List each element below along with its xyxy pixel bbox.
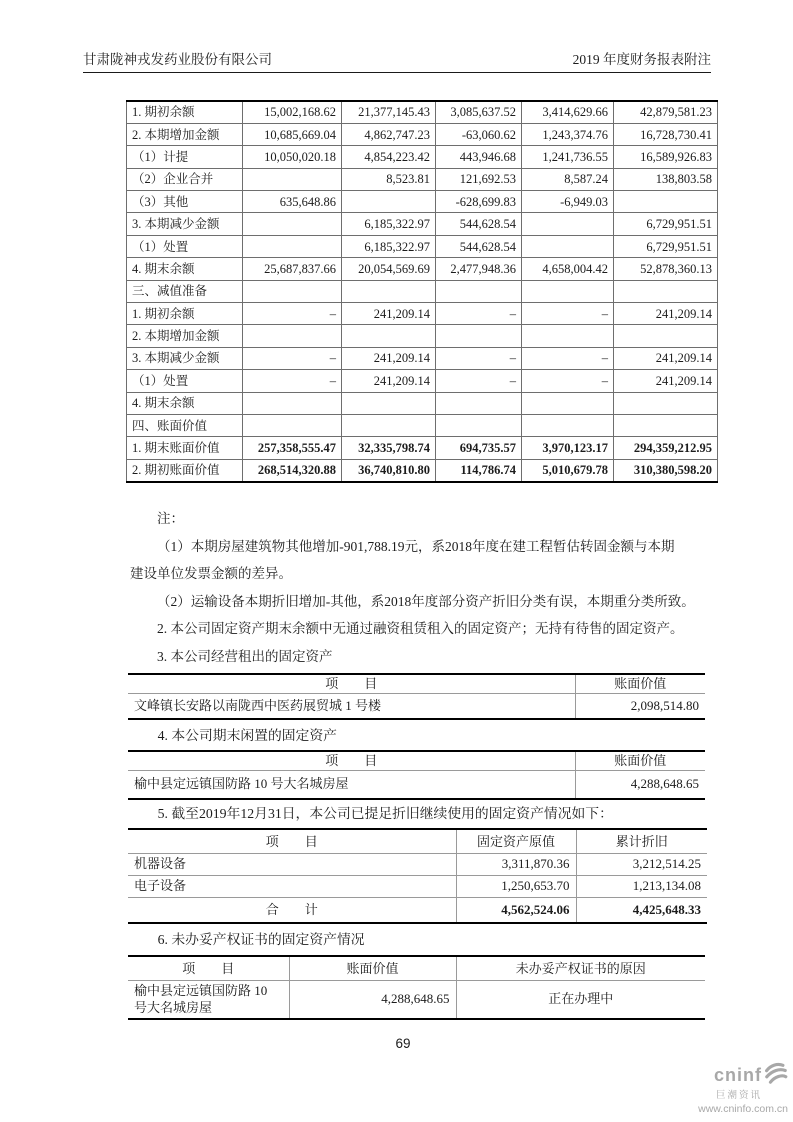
cell: [614, 325, 718, 347]
cell: -63,060.62: [436, 123, 522, 145]
col-header-original-cost: 固定资产原值: [456, 829, 576, 853]
cell: –: [436, 347, 522, 369]
row-label: 2. 本期增加金额: [127, 325, 243, 347]
cell: 6,729,951.51: [614, 235, 718, 257]
table-row: [128, 875, 707, 897]
cell: 1,243,374.76: [522, 123, 614, 145]
cell: 2,477,948.36: [436, 258, 522, 280]
row-label: 1. 期初余额: [127, 303, 243, 325]
cell: –: [522, 347, 614, 369]
cell: 241,209.14: [342, 303, 436, 325]
table-row: [127, 325, 718, 347]
cell: 8,523.81: [342, 168, 436, 190]
cell: [243, 213, 342, 235]
cell: [614, 414, 718, 436]
logo-url-text: www.cninfo.com.cn: [698, 1102, 788, 1115]
table-row: [127, 347, 718, 369]
cell: 694,735.57: [436, 437, 522, 459]
cell: [614, 392, 718, 414]
table-row: [127, 191, 718, 213]
row-label: 4. 期末余额: [127, 392, 243, 414]
table-header-row: [128, 674, 705, 693]
row-label: （1）计提: [127, 146, 243, 168]
asset-depreciation: 3,212,514.25: [576, 853, 707, 875]
cell: 3,970,123.17: [522, 437, 614, 459]
cell: 241,209.14: [342, 370, 436, 392]
cell: [522, 235, 614, 257]
cell: [342, 191, 436, 213]
cell: [243, 168, 342, 190]
asset-value: 4,288,648.65: [289, 980, 456, 1019]
no-certificate-assets-table: [128, 955, 705, 1020]
cell: 241,209.14: [614, 370, 718, 392]
cell: 32,335,798.74: [342, 437, 436, 459]
col-header-item: 项 目: [128, 674, 575, 693]
table-row: [127, 123, 718, 145]
logo-chinese-name: 巨潮资讯: [715, 1090, 762, 1101]
row-label: 1. 期初余额: [127, 101, 243, 123]
table-header-row: [128, 751, 705, 770]
idle-assets-table: [128, 750, 705, 800]
cell: 16,728,730.41: [614, 123, 718, 145]
swirl-sphere-icon: [761, 1059, 790, 1091]
asset-name: 榆中县定远镇国防路 10 号大名城房屋: [134, 776, 349, 792]
cell: [342, 392, 436, 414]
cell: 3,085,637.52: [436, 101, 522, 123]
cell: 443,946.68: [436, 146, 522, 168]
cell: [436, 414, 522, 436]
table-row: [127, 370, 718, 392]
cell: –: [243, 303, 342, 325]
table-row: [128, 853, 707, 875]
cell: 42,879,581.23: [614, 101, 718, 123]
section-heading-fully-depreciated: 5. 截至2019年12月31日，本公司已提足折旧继续使用的固定资产情况如下：: [157, 806, 613, 821]
table-row: [128, 980, 705, 1019]
cell: 10,050,020.18: [243, 146, 342, 168]
asset-value: 4,288,648.65: [575, 770, 705, 799]
col-header-value: 账面价值: [289, 956, 456, 980]
asset-name: 榆中县定远镇国防路 10 号大名城房屋: [134, 983, 268, 1016]
cell: 121,692.53: [436, 168, 522, 190]
cell: [522, 414, 614, 436]
table-row: [127, 392, 718, 414]
cell: 8,587.24: [522, 168, 614, 190]
page-header: [83, 52, 711, 73]
cell: 21,377,145.43: [342, 101, 436, 123]
note-1-line-1: （1）本期房屋建筑物其他增加-901,788.19元，系2018年度在建工程暂估转固金额与本期: [157, 538, 675, 554]
cell: [243, 414, 342, 436]
cell: [522, 280, 614, 302]
cell: 52,878,360.13: [614, 258, 718, 280]
cell: 544,628.54: [436, 235, 522, 257]
table-row: [127, 235, 718, 257]
cell: [243, 235, 342, 257]
section-heading-idle-assets: 4. 本公司期末闲置的固定资产: [157, 728, 337, 743]
notes-block: [130, 505, 714, 671]
fully-depreciated-assets-table: [128, 828, 707, 924]
row-label: 四、账面价值: [127, 414, 243, 436]
cell: [243, 325, 342, 347]
asset-value: 2,098,514.80: [575, 693, 705, 719]
cell: 20,054,569.69: [342, 258, 436, 280]
cell: 10,685,669.04: [243, 123, 342, 145]
table-row: [128, 770, 705, 799]
cell: [614, 280, 718, 302]
table-row: [127, 101, 718, 123]
table-row: [128, 693, 705, 719]
total-label: 合 计: [265, 901, 318, 917]
cell: [342, 325, 436, 347]
col-header-reason: 未办妥产权证书的原因: [456, 956, 705, 980]
cell: [522, 213, 614, 235]
cell: –: [436, 303, 522, 325]
table-row: [127, 459, 718, 481]
row-label: 4. 期末余额: [127, 258, 243, 280]
row-label: （2）企业合并: [127, 168, 243, 190]
cell: 294,359,212.95: [614, 437, 718, 459]
cell: 15,002,168.62: [243, 101, 342, 123]
asset-depreciation: 1,213,134.08: [576, 875, 707, 897]
cell: 310,380,598.20: [614, 459, 718, 481]
cell: 635,648.86: [243, 191, 342, 213]
col-header-accumulated-depreciation: 累计折旧: [576, 829, 707, 853]
table-row: [127, 146, 718, 168]
cell: 36,740,810.80: [342, 459, 436, 481]
cell: 241,209.14: [614, 347, 718, 369]
table-row: [127, 303, 718, 325]
asset-cost: 1,250,653.70: [456, 875, 576, 897]
cell: –: [522, 370, 614, 392]
cell: [243, 280, 342, 302]
asset-name: 文峰镇长安路以南陇西中医药展贸城 1 号楼: [134, 697, 382, 713]
cell: 4,854,223.42: [342, 146, 436, 168]
table-row: [127, 258, 718, 280]
cell: –: [243, 347, 342, 369]
total-row: [128, 897, 707, 923]
report-title: 2019 年度财务报表附注: [572, 52, 711, 67]
company-name: 甘肃陇神戎发药业股份有限公司: [83, 52, 272, 67]
note-4-heading: 3. 本公司经营租出的固定资产: [157, 648, 333, 664]
cell: 16,589,926.83: [614, 146, 718, 168]
cell: 4,862,747.23: [342, 123, 436, 145]
table-row: [127, 213, 718, 235]
note-1-line-2: 建设单位发票金额的差异。: [130, 566, 292, 582]
cell: -628,699.83: [436, 191, 522, 213]
row-label: 2. 期初账面价值: [127, 459, 243, 481]
table-row: [127, 437, 718, 459]
cell: 241,209.14: [342, 347, 436, 369]
row-label: 2. 本期增加金额: [127, 123, 243, 145]
cell: [522, 392, 614, 414]
cell: –: [522, 303, 614, 325]
cell: 6,185,322.97: [342, 235, 436, 257]
table-header-row: [128, 829, 707, 853]
cell: 138,803.58: [614, 168, 718, 190]
total-depreciation: 4,425,648.33: [576, 897, 707, 923]
cell: 114,786.74: [436, 459, 522, 481]
row-label: 三、减值准备: [127, 280, 243, 302]
note-2: （2）运输设备本期折旧增加-其他，系2018年度部分资产折旧分类有误，本期重分类所致。: [157, 593, 695, 609]
asset-reason: 正在办理中: [456, 980, 705, 1019]
cell: [436, 392, 522, 414]
cell: [342, 280, 436, 302]
cell: 3,414,629.66: [522, 101, 614, 123]
col-header-value: 账面价值: [575, 674, 705, 693]
cell: –: [243, 370, 342, 392]
cell: [243, 392, 342, 414]
cell: 544,628.54: [436, 213, 522, 235]
cell: 268,514,320.88: [243, 459, 342, 481]
cell: 6,185,322.97: [342, 213, 436, 235]
cell: -6,949.03: [522, 191, 614, 213]
section-heading-no-certificate: 6. 未办妥产权证书的固定资产情况: [157, 932, 365, 947]
note-3: 2. 本公司固定资产期末余额中无通过融资租赁租入的固定资产；无持有待售的固定资产。: [157, 621, 684, 637]
note-label: 注：: [157, 511, 184, 526]
fixed-assets-table: [126, 100, 718, 483]
row-label: （3）其他: [127, 191, 243, 213]
col-header-item: 项 目: [128, 956, 289, 980]
cell: [436, 325, 522, 347]
row-label: （1）处置: [127, 235, 243, 257]
cell: 241,209.14: [614, 303, 718, 325]
col-header-item: 项 目: [128, 751, 575, 770]
cell: 25,687,837.66: [243, 258, 342, 280]
asset-name: 电子设备: [128, 875, 456, 897]
row-label: 3. 本期减少金额: [127, 213, 243, 235]
cell: 1,241,736.55: [522, 146, 614, 168]
row-label: （1）处置: [127, 370, 243, 392]
cell: [522, 325, 614, 347]
table-header-row: [128, 956, 705, 980]
asset-name: 机器设备: [128, 853, 456, 875]
cell: 6,729,951.51: [614, 213, 718, 235]
total-cost: 4,562,524.06: [456, 897, 576, 923]
col-header-value: 账面价值: [575, 751, 705, 770]
cell: [436, 280, 522, 302]
cell: [614, 191, 718, 213]
col-header-item: 项 目: [128, 829, 456, 853]
row-label: 3. 本期减少金额: [127, 347, 243, 369]
cell: 257,358,555.47: [243, 437, 342, 459]
cell: 4,658,004.42: [522, 258, 614, 280]
cell: 5,010,679.78: [522, 459, 614, 481]
asset-cost: 3,311,870.36: [456, 853, 576, 875]
cell: –: [436, 370, 522, 392]
cell: [342, 414, 436, 436]
page-number: 69: [395, 1036, 411, 1051]
table-row: [127, 168, 718, 190]
leased-out-assets-table: [128, 673, 705, 720]
table-row: [127, 280, 718, 302]
row-label: 1. 期末账面价值: [127, 437, 243, 459]
table-row: [127, 414, 718, 436]
logo-brand-text: cninf: [714, 1065, 762, 1085]
cninfo-logo: [698, 1061, 788, 1114]
